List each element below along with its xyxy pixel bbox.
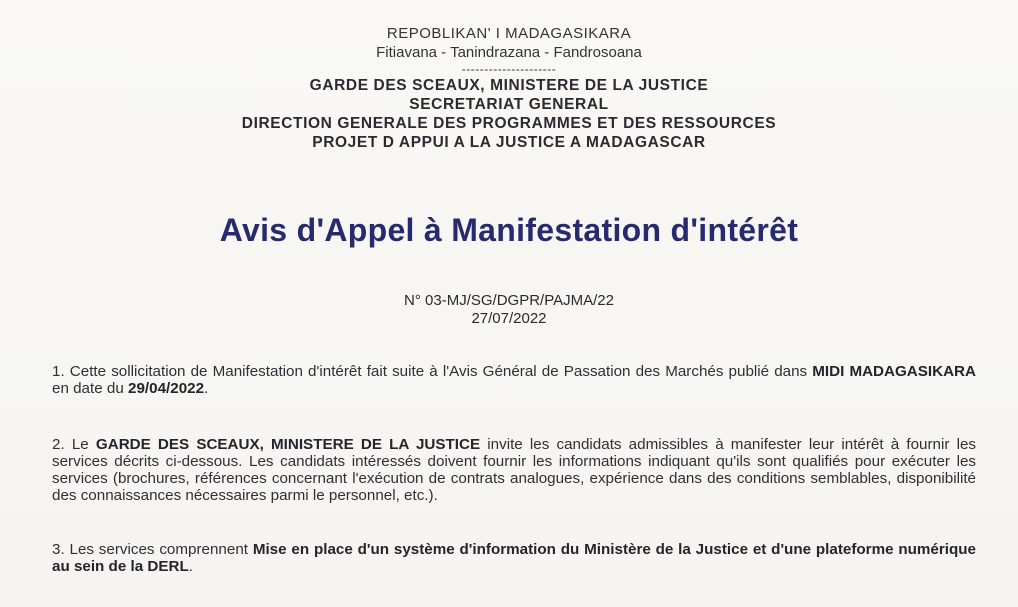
ministry-name: GARDE DES SCEAUX, MINISTERE DE LA JUSTICE — [309, 77, 709, 94]
paragraph-2 — [52, 436, 976, 504]
paragraph-3-text: 3. Les services comprennent — [52, 541, 253, 558]
paragraph-1-text: 1. Cette sollicitation de Manifestation d'intérêt fait suite à l'Avis Général de Passation des Marchés publié dans — [52, 363, 813, 380]
reference-date: 27/07/2022 — [471, 310, 547, 327]
project-name: PROJET D APPUI A LA JUSTICE A MADAGASCAR — [312, 134, 706, 151]
notice-title: Avis d'Appel à Manifestation d'intérêt — [219, 212, 799, 248]
newspaper-name: MIDI MADAGASIKARA — [812, 363, 976, 380]
header-separator: --------------------- — [461, 62, 557, 76]
paragraph-1-text-2: en date du — [52, 380, 129, 397]
paragraph-3-end: . — [188, 558, 193, 575]
reference-number: N° 03-MJ/SG/DGPR/PAJMA/22 — [404, 292, 614, 309]
paragraph-1-end: . — [204, 380, 209, 397]
services-description: Mise en place d'un système d'information du Ministère de la Justice et d'une plateforme numérique au sein de la DERL — [52, 541, 976, 575]
secretariat-name: SECRETARIAT GENERAL — [409, 96, 609, 113]
paragraph-2-text: 2. Le — [52, 436, 96, 453]
ministry-emphasis: GARDE DES SCEAUX, MINISTERE DE LA JUSTICE — [95, 436, 481, 453]
document-header — [0, 24, 1018, 152]
direction-name: DIRECTION GENERALE DES PROGRAMMES ET DES RESSOURCES — [241, 115, 777, 132]
notice-reference — [0, 292, 1018, 328]
republic-name: REPOBLIKAN' I MADAGASIKARA — [386, 25, 632, 42]
paragraph-1 — [52, 363, 976, 397]
national-motto: Fitiavana - Tanindrazana - Fandrosoana — [376, 44, 642, 61]
paragraph-2-text-2: invite les candidats admissibles à manifester leur intérêt à fournir les services décrits ci-dessous. Les candidats intéressés doivent fournir les informations indiquant qu'ils sont qualifiés pour exécuter les services (brochures, références concernant l'exécution de contrats analogues, expérience dans des conditions semblables, disponibilité des connaissances nécessaires parmi le personnel, etc.). — [52, 436, 976, 504]
paragraph-3 — [52, 541, 976, 575]
publication-date: 29/04/2022 — [128, 380, 205, 397]
